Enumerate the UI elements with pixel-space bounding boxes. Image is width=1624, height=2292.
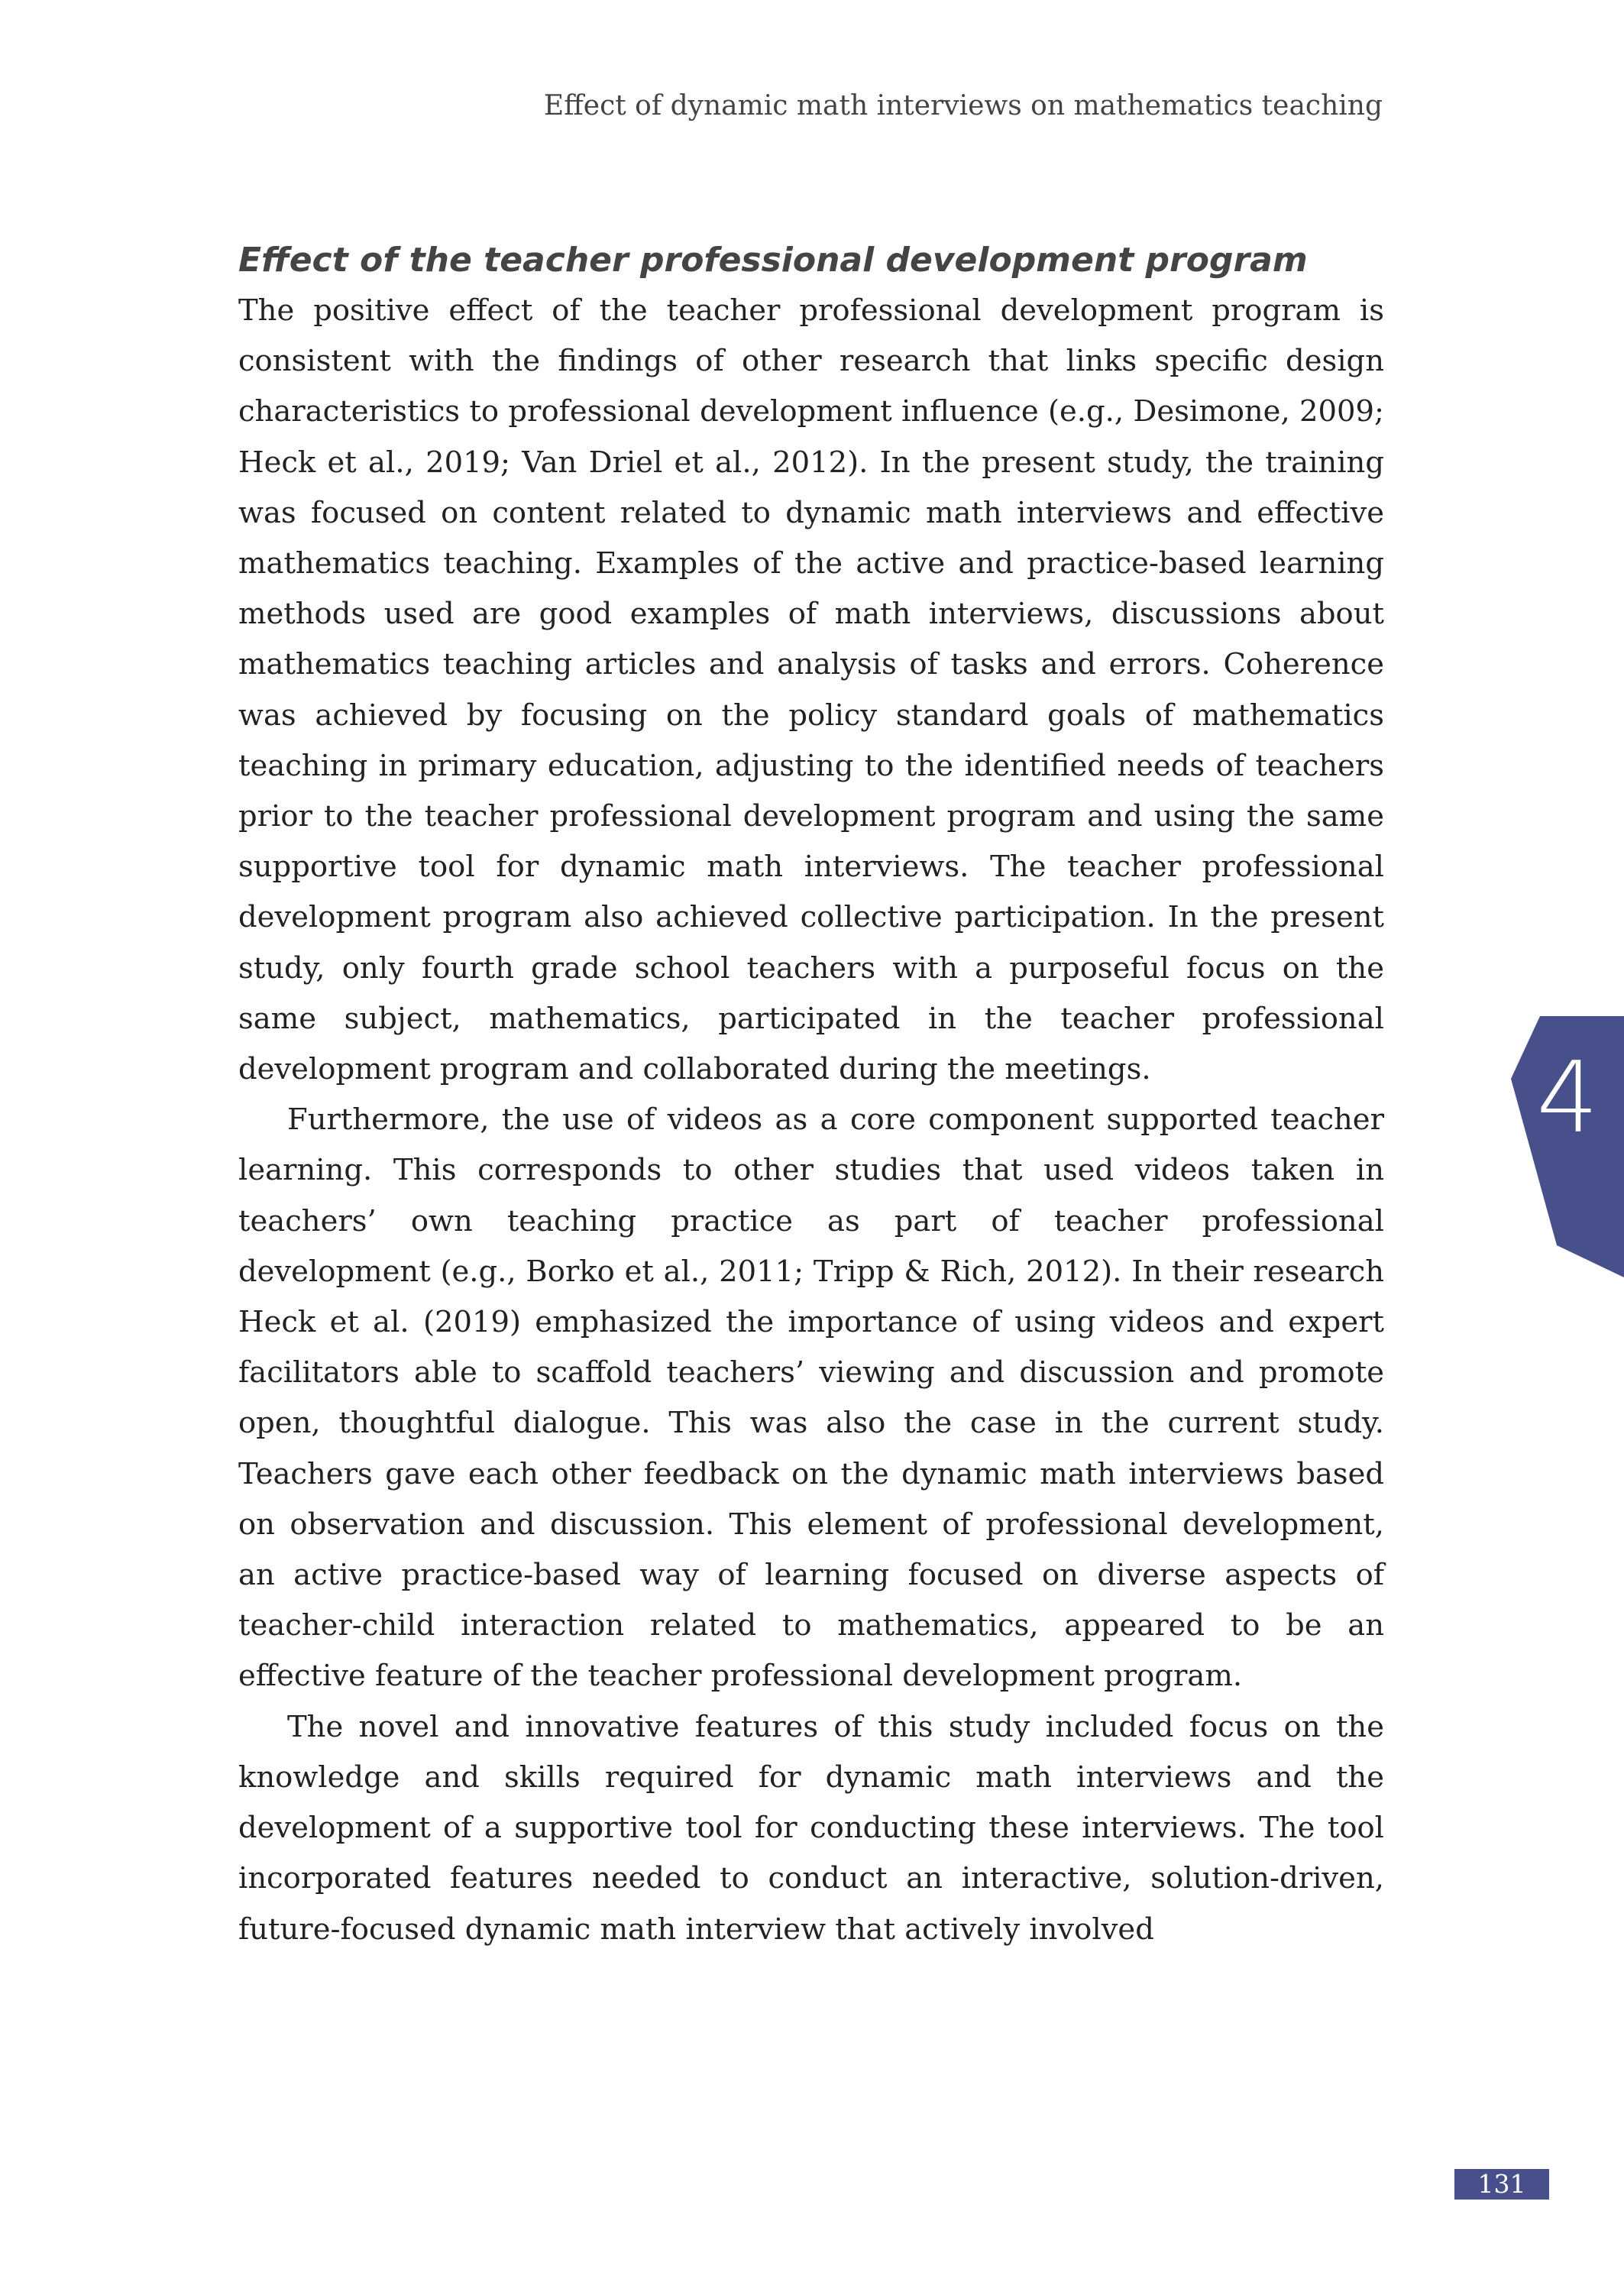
paragraph-1: The positive effect of the teacher professional development program is consistent with the findings of other research that links specific design characteristics to professional development influence (e.g., Desimone, 2009; Heck et al., 2019; Van Driel et al., 2012). In the present study, the training was focused on content related to dynamic math interviews and effective mathematics teaching. Examples of the active and practice-based learning methods used are good examples of math interviews, discussions about mathematics teaching articles and analysis of tasks and errors. Coherence was achieved by focusing on the policy standard goals of mathematics teaching in primary education, adjusting to the identified needs of teachers prior to the teacher professional development program and using the same supportive tool for dynamic math interviews. The teacher professional development program also achieved collective participation. In the present study, only fourth grade school teachers with a purposeful focus on the same subject, mathematics, participated in the teacher professional development program and collaborated during the meetings. xyxy=(238,293,1384,1087)
page-number: 131 xyxy=(1454,2169,1549,2200)
section-heading: Effect of the teacher professional development program xyxy=(238,241,1308,280)
chapter-number: 4 xyxy=(1536,1041,1599,1155)
paragraph-3: The novel and innovative features of this study included focus on the knowledge and skills required for dynamic math interviews and the development of a supportive tool for conducting these interviews. The tool incorporated features needed to conduct an interactive, solution-driven, future-focused dynamic math interview that actively involved xyxy=(238,1709,1384,1947)
paragraph-2: Furthermore, the use of videos as a core component supported teacher learning. This corresponds to other studies that used videos taken in teachers’ own teaching practice as part of teacher professional development (e.g., Borko et al., 2011; Tripp & Rich, 2012). In their research Heck et al. (2019) emphasized the importance of using videos and expert facilitators able to scaffold teachers’ viewing and discussion and promote open, thoughtful dialogue. This was also the case in the current study. Teachers gave each other feedback on the dynamic math interviews based on observation and discussion. This element of professional development, an active practice-based way of learning focused on diverse aspects of teacher-child interaction related to mathematics, appeared to be an effective feature of the teacher professional development program. xyxy=(238,1102,1384,1694)
running-header: Effect of dynamic math interviews on mathematics teaching xyxy=(543,90,1383,121)
main-content xyxy=(238,235,1384,1955)
chapter-tab xyxy=(1511,1016,1624,1277)
